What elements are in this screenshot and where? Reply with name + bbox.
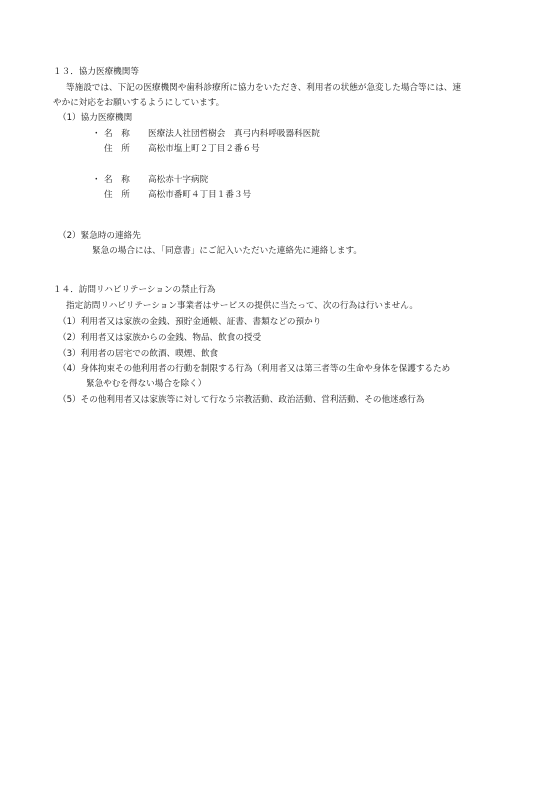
prohibited-item-3: （3）利用者の居宅での飲酒、喫煙、飲食 xyxy=(58,349,219,359)
name-label: 名 称 xyxy=(104,175,130,185)
bullet: ・ xyxy=(92,175,101,185)
hospital-1-name-row xyxy=(92,130,320,139)
prohibited-item-5: （5）その他利用者又は家族等に対して行なう宗教活動、政治活動、営利活動、その他迷惑行為 xyxy=(58,395,425,405)
hospital-2-address: 高松市番町４丁目１番３号 xyxy=(148,190,252,200)
section-14-heading: １４．訪問リハビリテーションの禁止行為 xyxy=(53,285,216,295)
prohibited-item-2: （2）利用者又は家族からの金銭、物品、飲食の授受 xyxy=(58,333,262,343)
hospital-2-address-row xyxy=(104,191,251,200)
section-13-heading: １３．協力医療機関等 xyxy=(53,67,139,77)
prohibited-item-1: （1）利用者又は家族の金銭、預貯金通帳、証書、書類などの預かり xyxy=(58,317,322,327)
hospital-1-address: 高松市塩上町２丁目２番６号 xyxy=(148,144,260,154)
hospital-2-name-row xyxy=(92,176,208,185)
subsection-1-heading: （1）協力医療機関 xyxy=(58,113,133,123)
section-13-intro-line-1: 等施設では、下記の医療機関や歯科診療所に協力をいただき、利用者の状態が急変した場合等には、速 xyxy=(66,83,461,93)
prohibited-item-4-continuation: 緊急やむを得ない場合を除く） xyxy=(86,379,207,389)
address-label: 住 所 xyxy=(104,144,130,154)
hospital-1-address-row xyxy=(104,145,260,154)
hospital-2-name: 高松赤十字病院 xyxy=(148,175,209,185)
emergency-contact-text: 緊急の場合には、「同意書」にご記入いただいた連絡先に連絡します。 xyxy=(92,246,363,256)
section-13-intro-line-2: やかに対応をお願いするようにしています。 xyxy=(53,98,225,108)
name-label: 名 称 xyxy=(104,129,130,139)
bullet: ・ xyxy=(92,129,101,139)
subsection-2-heading: （2）緊急時の連絡先 xyxy=(58,231,141,241)
address-label: 住 所 xyxy=(104,190,130,200)
section-14-intro: 指定訪問リハビリテーション事業者はサービスの提供に当たって、次の行為は行いません。 xyxy=(66,301,418,311)
prohibited-item-4: （4）身体拘束その他利用者の行動を制限する行為（利用者又は第三者等の生命や身体を保護するため xyxy=(58,364,451,374)
hospital-1-name: 医療法人社団哲樹会 真弓内科呼吸器科医院 xyxy=(148,129,320,139)
